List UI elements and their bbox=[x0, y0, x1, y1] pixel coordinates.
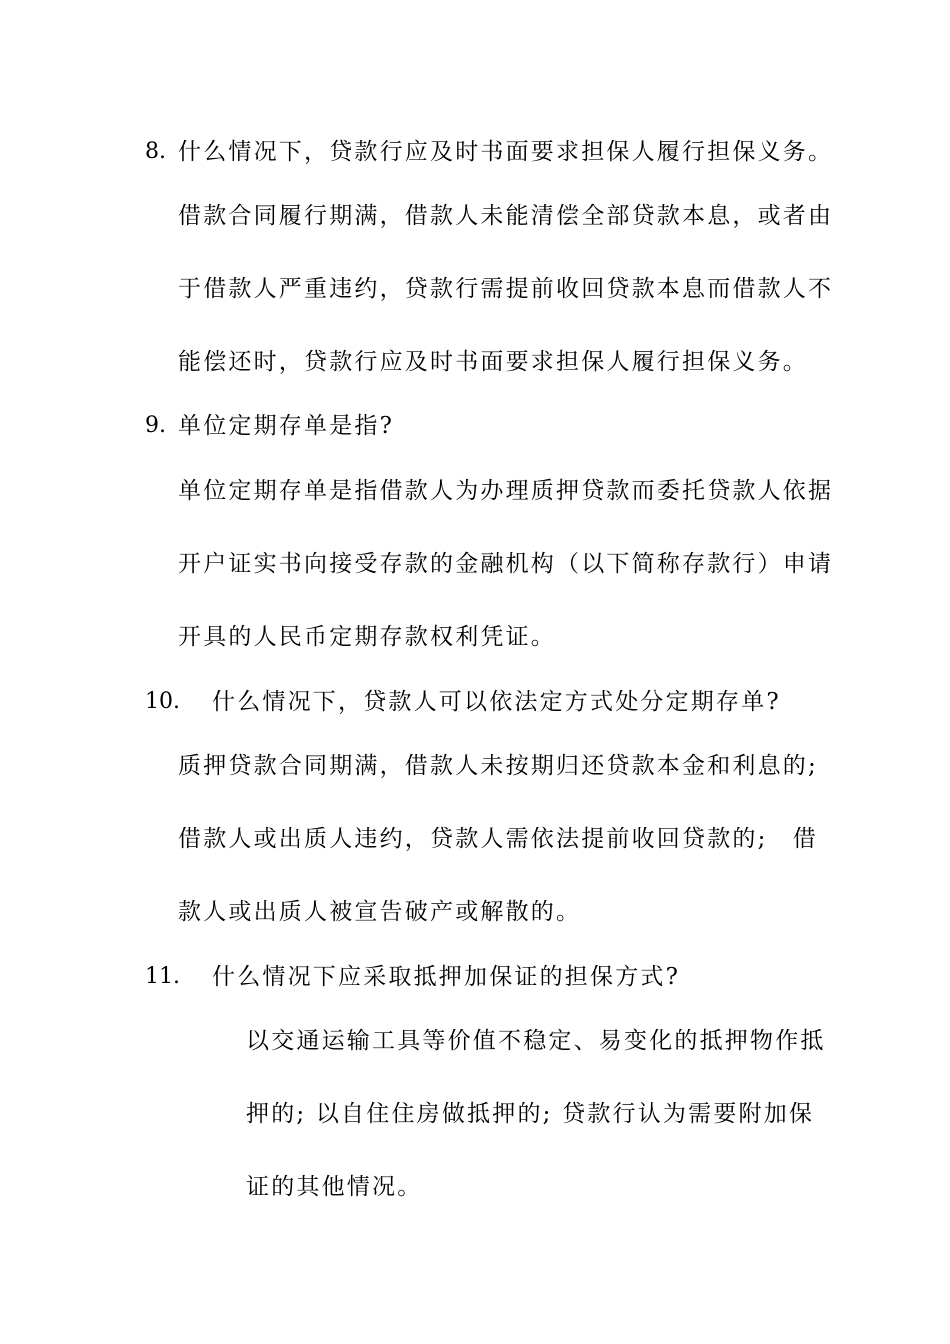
question-9-number: 9. bbox=[145, 413, 166, 438]
answer-9-line-3: 开具的人民币定期存款权利凭证。 bbox=[178, 624, 556, 650]
answer-10-line-2: 借款人或出质人违约，贷款人需依法提前收回贷款的; 借 bbox=[178, 826, 818, 852]
answer-8-line-3: 能偿还时，贷款行应及时书面要求担保人履行担保义务。 bbox=[178, 349, 808, 375]
answer-11-line-1: 以交通运输工具等价值不稳定、易变化的抵押物作抵 bbox=[246, 1028, 826, 1054]
question-10-number: 10. bbox=[145, 689, 180, 714]
answer-9-line-1: 单位定期存单是指借款人为办理质押贷款而委托贷款人依据 bbox=[178, 478, 834, 504]
question-11-text: 什么情况下应采取抵押加保证的担保方式? bbox=[212, 964, 681, 990]
answer-9-line-2: 开户证实书向接受存款的金融机构（以下简称存款行）申请 bbox=[178, 551, 834, 577]
question-10-text: 什么情况下，贷款人可以依法定方式处分定期存单? bbox=[212, 689, 781, 715]
answer-8-line-1: 借款合同履行期满，借款人未能清偿全部贷款本息，或者由 bbox=[178, 203, 834, 229]
question-8-number: 8. bbox=[145, 139, 166, 164]
answer-10-line-1: 质押贷款合同期满，借款人未按期归还贷款本金和利息的; bbox=[178, 753, 818, 779]
question-11-number: 11. bbox=[145, 964, 180, 989]
question-8-text: 什么情况下，贷款行应及时书面要求担保人履行担保义务。 bbox=[178, 139, 834, 165]
answer-10-line-3: 款人或出质人被宣告破产或解散的。 bbox=[178, 899, 582, 925]
answer-8-line-2: 于借款人严重违约，贷款行需提前收回贷款本息而借款人不 bbox=[178, 276, 834, 302]
question-9-text: 单位定期存单是指? bbox=[178, 413, 395, 439]
answer-11-line-3: 证的其他情况。 bbox=[246, 1174, 423, 1200]
answer-11-line-2: 押的; 以自住住房做抵押的; 贷款行认为需要附加保 bbox=[246, 1101, 815, 1127]
